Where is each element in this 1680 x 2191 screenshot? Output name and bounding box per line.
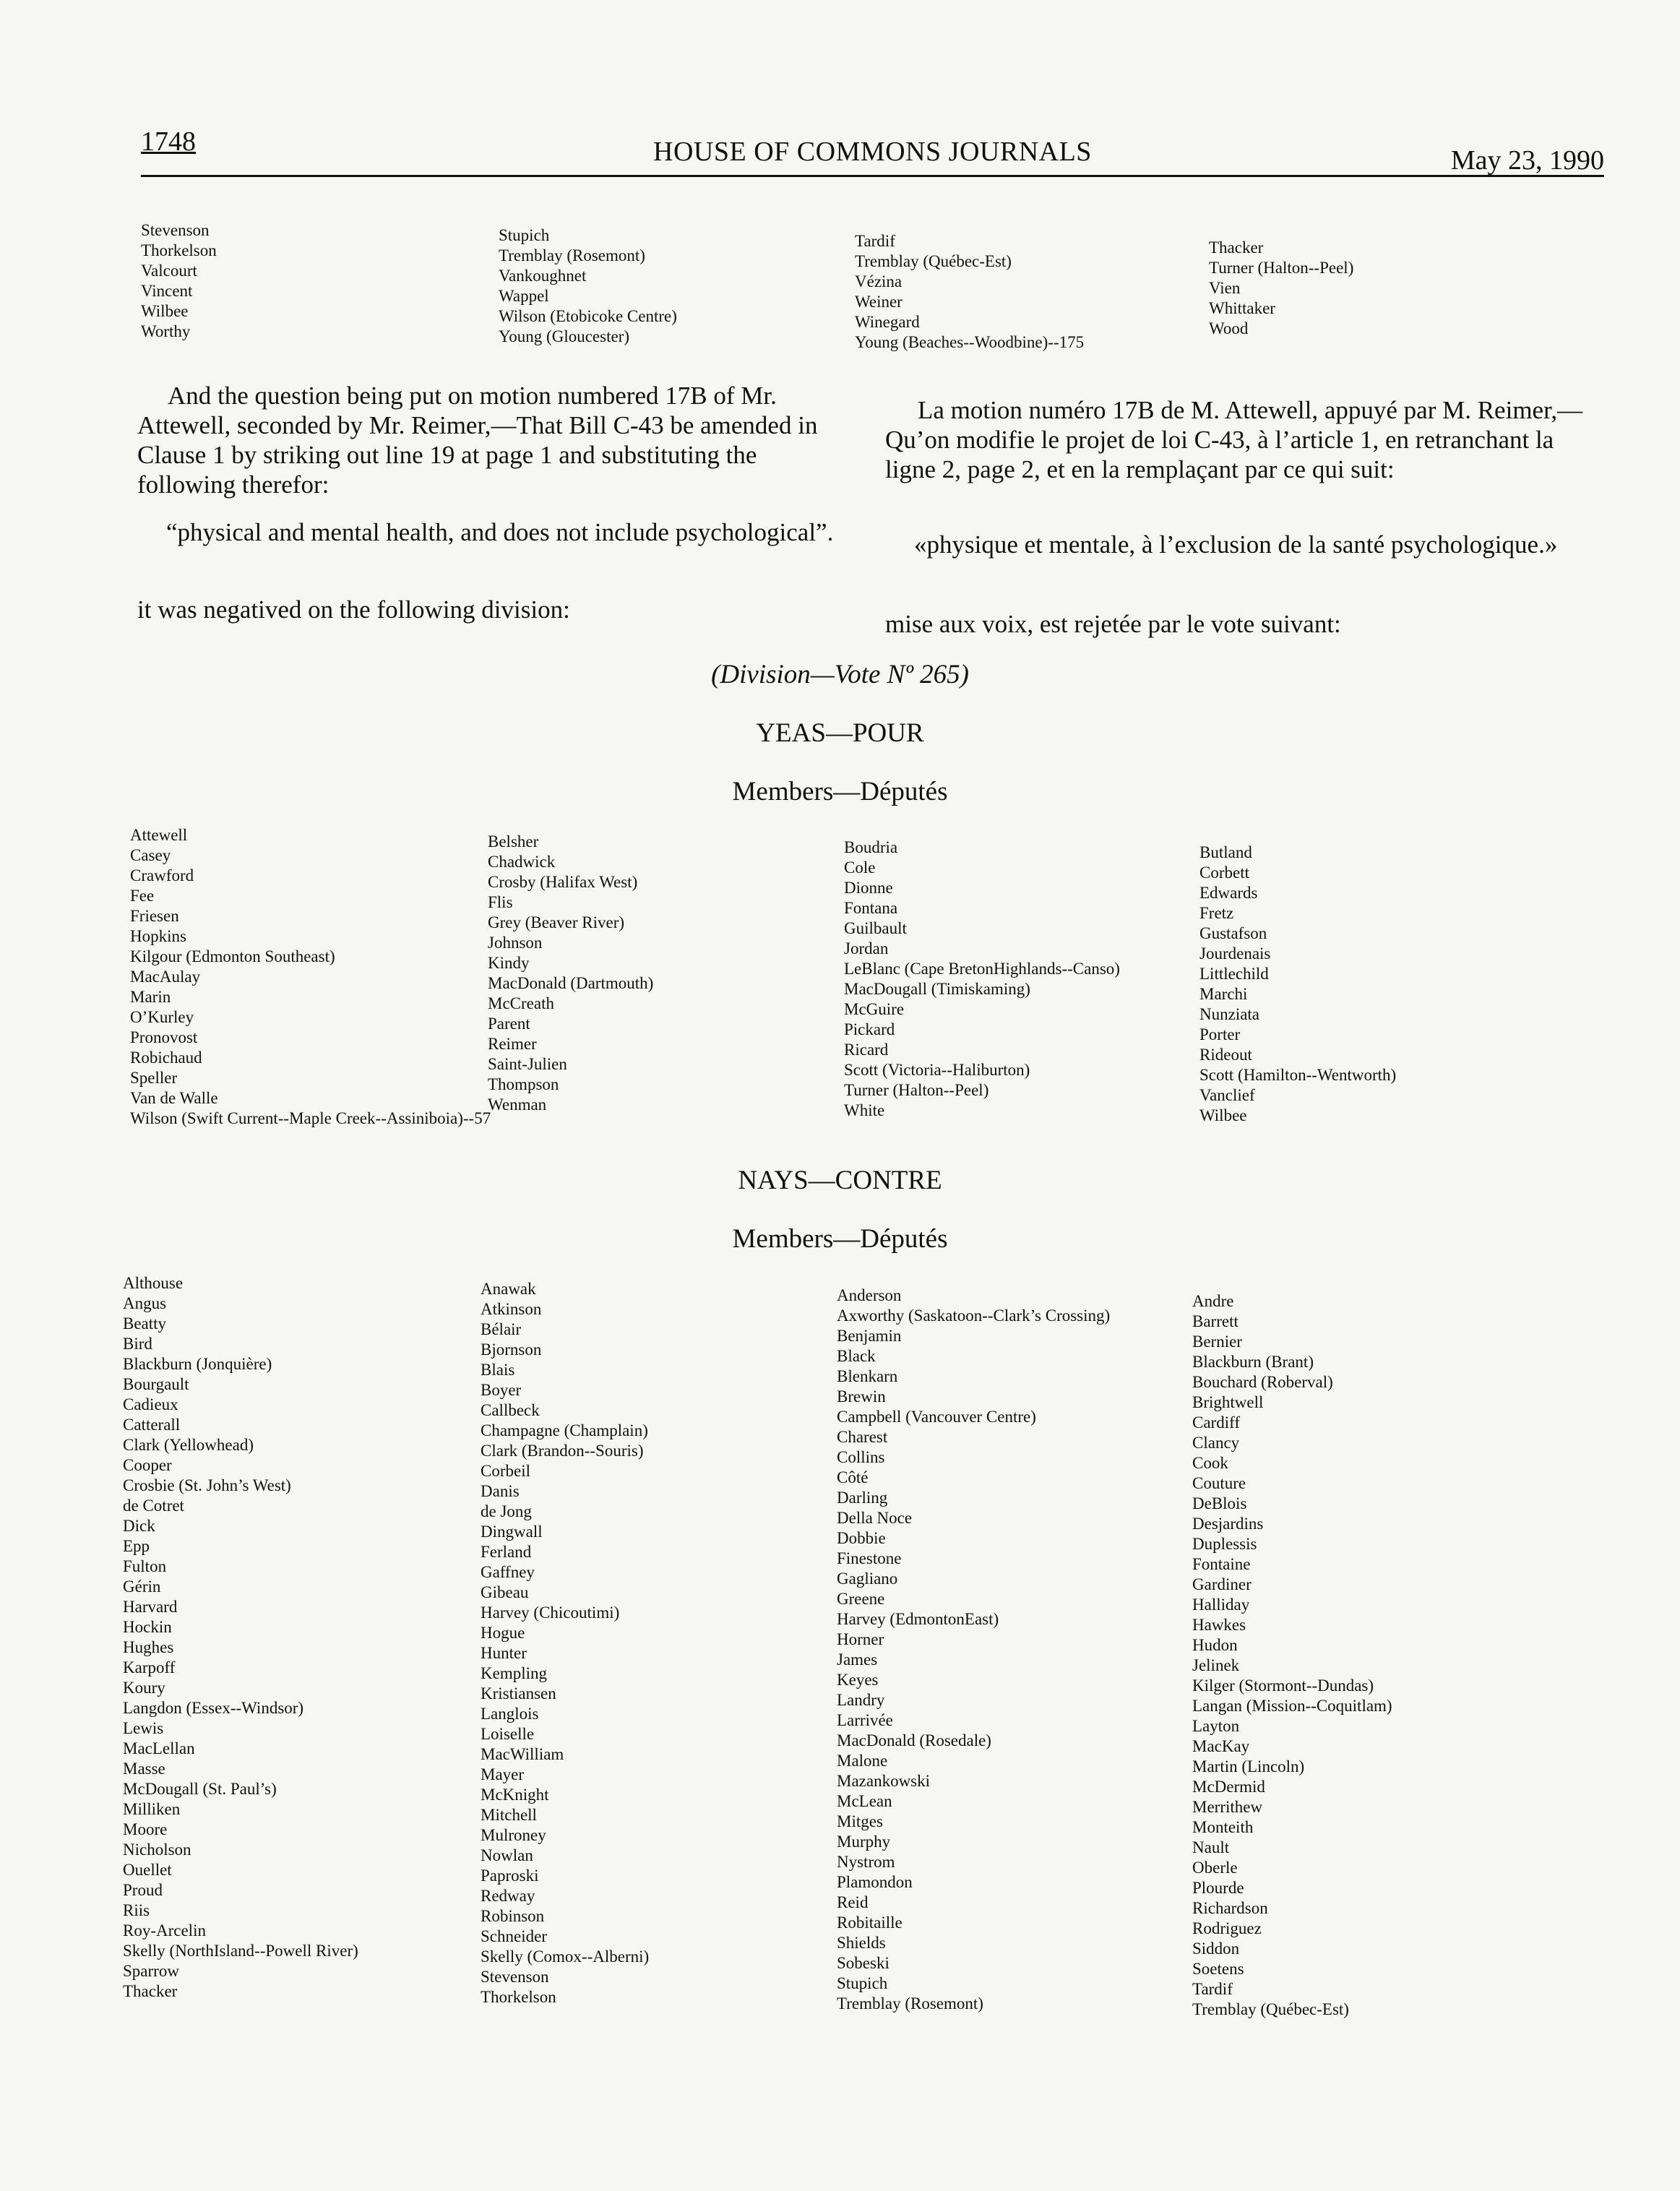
member-name: Wilson (Swift Current--Maple Creek--Assiniboia)--57 bbox=[130, 1109, 491, 1127]
member-name: Langlois bbox=[481, 1705, 539, 1723]
member-name: Catterall bbox=[123, 1416, 181, 1434]
member-name: Proud bbox=[123, 1881, 163, 1899]
member-name: Vézina bbox=[855, 272, 903, 290]
member-name: Blais bbox=[481, 1361, 515, 1379]
member-name: Fretz bbox=[1199, 904, 1234, 922]
quote-french: «physique et mentale, à l’exclusion de la santé psychologique.» bbox=[914, 530, 1558, 559]
member-name: Mulroney bbox=[481, 1826, 546, 1844]
top-names-col-2 bbox=[499, 225, 677, 347]
member-name: Bélair bbox=[481, 1320, 522, 1338]
member-name: Barrett bbox=[1192, 1312, 1239, 1330]
member-name: Mayer bbox=[481, 1765, 525, 1783]
member-name: Vincent bbox=[141, 282, 193, 300]
member-name: Crosby (Halifax West) bbox=[488, 873, 638, 891]
member-name: Hawkes bbox=[1192, 1616, 1246, 1634]
member-name: O’Kurley bbox=[130, 1008, 194, 1026]
member-name: Hudon bbox=[1192, 1636, 1238, 1654]
motion-english: And the question being put on motion numbered 17B of Mr. Attewell, seconded by Mr. Reimer,—That Bill C-43 be amended in Clause 1 by striking out line 19 at page 1 and substituting the following therefor: bbox=[137, 382, 818, 499]
member-name: Tremblay (Québec-Est) bbox=[1192, 2000, 1349, 2018]
member-name: Thorkelson bbox=[481, 1988, 556, 2006]
member-name: Merrithew bbox=[1192, 1798, 1263, 1816]
top-names-col-3 bbox=[855, 231, 1084, 353]
member-name: Clark (Brandon--Souris) bbox=[481, 1442, 644, 1460]
member-name: Marchi bbox=[1199, 985, 1248, 1003]
member-name: Blackburn (Jonquière) bbox=[123, 1355, 272, 1373]
member-name: Mazankowski bbox=[837, 1772, 931, 1790]
member-name: Hunter bbox=[481, 1644, 527, 1662]
member-name: Speller bbox=[130, 1069, 178, 1087]
member-name: MacDonald (Dartmouth) bbox=[488, 974, 654, 992]
nays-col-1 bbox=[123, 1273, 358, 2002]
member-name: Wenman bbox=[488, 1096, 547, 1114]
yeas-col-4 bbox=[1199, 843, 1396, 1126]
member-name: McDermid bbox=[1192, 1778, 1265, 1796]
member-name: Scott (Hamilton--Wentworth) bbox=[1199, 1066, 1397, 1084]
member-name: de Jong bbox=[481, 1502, 532, 1520]
member-name: Murphy bbox=[837, 1833, 891, 1851]
member-name: Darling bbox=[837, 1489, 888, 1507]
member-name: Langan (Mission--Coquitlam) bbox=[1192, 1697, 1392, 1715]
member-name: Grey (Beaver River) bbox=[488, 913, 625, 931]
member-name: Hogue bbox=[481, 1624, 525, 1642]
page-number: 1748 bbox=[141, 126, 196, 157]
member-name: DeBlois bbox=[1192, 1494, 1247, 1512]
member-name: MacDougall (Timiskaming) bbox=[844, 980, 1030, 998]
member-name: Corbett bbox=[1199, 864, 1249, 882]
member-name: Plourde bbox=[1192, 1879, 1244, 1897]
journal-title: HOUSE OF COMMONS JOURNALS bbox=[653, 137, 1092, 167]
member-name: Casey bbox=[130, 846, 171, 864]
member-name: Van de Walle bbox=[130, 1089, 218, 1107]
member-name: Wood bbox=[1209, 319, 1249, 337]
member-name: Dobbie bbox=[837, 1529, 886, 1547]
member-name: Wilson (Etobicoke Centre) bbox=[499, 307, 677, 325]
member-name: Thacker bbox=[123, 1982, 178, 2000]
member-name: Cadieux bbox=[123, 1395, 178, 1413]
member-name: Pronovost bbox=[130, 1028, 198, 1046]
member-name: Turner (Halton--Peel) bbox=[1209, 259, 1354, 277]
member-name: Crawford bbox=[130, 866, 194, 884]
member-name: Keyes bbox=[837, 1671, 879, 1689]
member-name: Johnson bbox=[488, 934, 543, 952]
member-name: McDougall (St. Paul’s) bbox=[123, 1780, 277, 1798]
member-name: Worthy bbox=[141, 322, 191, 340]
nays-subheading: Members—Députés bbox=[732, 1224, 948, 1254]
member-name: Charest bbox=[837, 1428, 888, 1446]
member-name: Tremblay (Rosemont) bbox=[837, 1994, 983, 2013]
member-name: Andre bbox=[1192, 1292, 1234, 1310]
member-name: Clark (Yellowhead) bbox=[123, 1436, 254, 1454]
result-french: mise aux voix, est rejetée par le vote suivant: bbox=[885, 610, 1341, 638]
member-name: Cole bbox=[844, 858, 876, 877]
member-name: Ferland bbox=[481, 1543, 532, 1561]
member-name: Robichaud bbox=[130, 1049, 202, 1067]
member-name: Hockin bbox=[123, 1618, 172, 1636]
member-name: White bbox=[844, 1101, 885, 1119]
member-name: Collins bbox=[837, 1448, 885, 1466]
member-name: Milliken bbox=[123, 1800, 181, 1818]
member-name: Thompson bbox=[488, 1075, 559, 1093]
member-name: Brewin bbox=[837, 1387, 886, 1406]
yeas-col-2 bbox=[488, 832, 653, 1115]
member-name: Monteith bbox=[1192, 1818, 1254, 1836]
journal-date: May 23, 1990 bbox=[1450, 145, 1604, 176]
quote-english: “physical and mental health, and does not include psychological”. bbox=[166, 518, 834, 546]
member-name: Gardiner bbox=[1192, 1575, 1252, 1593]
member-name: Callbeck bbox=[481, 1401, 540, 1419]
member-name: Malone bbox=[837, 1752, 888, 1770]
member-name: Della Noce bbox=[837, 1509, 913, 1527]
member-name: Ouellet bbox=[123, 1861, 172, 1879]
member-name: Skelly (NorthIsland--Powell River) bbox=[123, 1942, 358, 1960]
member-name: Angus bbox=[123, 1294, 167, 1312]
member-name: Stevenson bbox=[141, 221, 210, 239]
member-name: Tremblay (Rosemont) bbox=[499, 246, 645, 264]
member-name: Kempling bbox=[481, 1664, 547, 1682]
nays-heading: NAYS—CONTRE bbox=[738, 1166, 942, 1195]
member-name: Cook bbox=[1192, 1454, 1228, 1472]
member-name: Duplessis bbox=[1192, 1535, 1257, 1553]
member-name: Nicholson bbox=[123, 1841, 191, 1859]
member-name: Finestone bbox=[837, 1549, 902, 1567]
member-name: Dick bbox=[123, 1517, 155, 1535]
member-name: Richardson bbox=[1192, 1899, 1268, 1917]
member-name: Parent bbox=[488, 1015, 530, 1033]
member-name: Larrivée bbox=[837, 1711, 893, 1729]
member-name: MacDonald (Rosedale) bbox=[837, 1731, 991, 1749]
member-name: Nowlan bbox=[481, 1846, 533, 1864]
member-name: Brightwell bbox=[1192, 1393, 1264, 1411]
member-name: Langdon (Essex--Windsor) bbox=[123, 1699, 304, 1717]
member-name: Schneider bbox=[481, 1927, 547, 1945]
member-name: LeBlanc (Cape BretonHighlands--Canso) bbox=[844, 960, 1120, 978]
member-name: Harvey (EdmontonEast) bbox=[837, 1610, 999, 1628]
member-name: Pickard bbox=[844, 1020, 895, 1038]
member-name: Wilbee bbox=[141, 302, 189, 320]
member-name: Wilbee bbox=[1199, 1106, 1247, 1124]
member-name: James bbox=[837, 1650, 878, 1669]
member-name: Nault bbox=[1192, 1838, 1230, 1856]
member-name: Roy-Arcelin bbox=[123, 1921, 206, 1940]
member-name: Tardif bbox=[855, 232, 895, 250]
member-name: Couture bbox=[1192, 1474, 1246, 1492]
member-name: Horner bbox=[837, 1630, 884, 1648]
member-name: Sparrow bbox=[123, 1962, 179, 1980]
member-name: Riis bbox=[123, 1901, 150, 1919]
member-name: Scott (Victoria--Haliburton) bbox=[844, 1061, 1030, 1079]
member-name: Atkinson bbox=[481, 1300, 542, 1318]
member-name: Tremblay (Québec-Est) bbox=[855, 252, 1012, 270]
member-name: Turner (Halton--Peel) bbox=[844, 1081, 989, 1099]
member-name: Edwards bbox=[1199, 884, 1258, 902]
member-name: Gibeau bbox=[481, 1583, 529, 1601]
nays-col-2 bbox=[481, 1279, 649, 2007]
member-name: Beatty bbox=[123, 1314, 167, 1333]
member-name: MacKay bbox=[1192, 1737, 1250, 1755]
member-name: Bird bbox=[123, 1335, 152, 1353]
member-name: MacLellan bbox=[123, 1739, 195, 1757]
member-name: Thorkelson bbox=[141, 241, 217, 259]
member-name: Kilgour (Edmonton Southeast) bbox=[130, 947, 335, 965]
member-name: Althouse bbox=[123, 1274, 184, 1292]
member-name: Plamondon bbox=[837, 1873, 913, 1891]
member-name: Rideout bbox=[1199, 1046, 1252, 1064]
member-name: Fontaine bbox=[1192, 1555, 1251, 1573]
member-name: Cardiff bbox=[1192, 1413, 1241, 1432]
member-name: Reid bbox=[837, 1893, 869, 1911]
member-name: Greene bbox=[837, 1590, 885, 1608]
member-name: McLean bbox=[837, 1792, 892, 1810]
member-name: Harvey (Chicoutimi) bbox=[481, 1604, 620, 1622]
member-name: Campbell (Vancouver Centre) bbox=[837, 1408, 1036, 1426]
top-names-col-4 bbox=[1209, 238, 1353, 339]
member-name: Halliday bbox=[1192, 1596, 1250, 1614]
member-name: Stupich bbox=[499, 226, 550, 244]
member-name: Corbeil bbox=[481, 1462, 530, 1480]
member-name: Moore bbox=[123, 1820, 168, 1838]
member-name: Weiner bbox=[855, 293, 903, 311]
member-name: Sobeski bbox=[837, 1954, 889, 1972]
member-name: Clancy bbox=[1192, 1434, 1240, 1452]
member-name: Blenkarn bbox=[837, 1367, 898, 1385]
member-name: Rodriguez bbox=[1192, 1919, 1262, 1937]
member-name: Kristiansen bbox=[481, 1684, 556, 1703]
member-name: Landry bbox=[837, 1691, 885, 1709]
result-english: it was negatived on the following division: bbox=[137, 595, 570, 624]
member-name: Young (Gloucester) bbox=[499, 327, 630, 345]
member-name: Bernier bbox=[1192, 1333, 1242, 1351]
member-name: Saint-Julien bbox=[488, 1055, 567, 1073]
member-name: Guilbault bbox=[844, 919, 907, 937]
member-name: Thacker bbox=[1209, 238, 1264, 257]
member-name: Champagne (Champlain) bbox=[481, 1421, 648, 1439]
member-name: Crosbie (St. John’s West) bbox=[123, 1476, 291, 1494]
member-name: Harvard bbox=[123, 1598, 178, 1616]
member-name: Martin (Lincoln) bbox=[1192, 1757, 1305, 1775]
member-name: Loiselle bbox=[481, 1725, 535, 1743]
member-name: Bouchard (Roberval) bbox=[1192, 1373, 1333, 1391]
member-name: Nunziata bbox=[1199, 1005, 1260, 1023]
member-name: Soetens bbox=[1192, 1960, 1244, 1978]
member-name: Redway bbox=[481, 1887, 535, 1905]
member-name: Gagliano bbox=[837, 1570, 898, 1588]
member-name: Winegard bbox=[855, 313, 920, 331]
member-name: Hopkins bbox=[130, 927, 186, 945]
yeas-col-3 bbox=[844, 838, 1120, 1121]
member-name: Desjardins bbox=[1192, 1515, 1264, 1533]
member-name: MacWilliam bbox=[481, 1745, 564, 1763]
member-name: Siddon bbox=[1192, 1940, 1240, 1958]
member-name: Porter bbox=[1199, 1025, 1241, 1043]
member-name: Epp bbox=[123, 1537, 150, 1555]
member-name: Blackburn (Brant) bbox=[1192, 1353, 1314, 1371]
member-name: Young (Beaches--Woodbine)--175 bbox=[855, 333, 1085, 351]
member-name: Flis bbox=[488, 893, 513, 911]
yeas-heading: YEAS—POUR bbox=[756, 718, 924, 748]
member-name: Lewis bbox=[123, 1719, 164, 1737]
member-name: Chadwick bbox=[488, 853, 556, 871]
yeas-subheading: Members—Députés bbox=[732, 777, 948, 806]
member-name: Dingwall bbox=[481, 1523, 543, 1541]
member-name: Boudria bbox=[844, 838, 898, 856]
member-name: Oberle bbox=[1192, 1859, 1238, 1877]
member-name: Gérin bbox=[123, 1577, 161, 1596]
member-name: Mitchell bbox=[481, 1806, 537, 1824]
member-name: Dionne bbox=[844, 879, 893, 897]
nays-col-3 bbox=[837, 1286, 1110, 2014]
member-name: Whittaker bbox=[1209, 299, 1275, 317]
member-name: Stevenson bbox=[481, 1968, 549, 1986]
member-name: Karpoff bbox=[123, 1658, 176, 1676]
member-name: Butland bbox=[1199, 843, 1252, 861]
member-name: Ricard bbox=[844, 1041, 889, 1059]
member-name: Vanclief bbox=[1199, 1086, 1255, 1104]
member-name: Marin bbox=[130, 988, 171, 1006]
member-name: Jordan bbox=[844, 939, 889, 957]
member-name: Fontana bbox=[844, 899, 898, 917]
member-name: Reimer bbox=[488, 1035, 537, 1053]
member-name: Fee bbox=[130, 887, 155, 905]
member-name: Belsher bbox=[488, 832, 539, 851]
member-name: Hughes bbox=[123, 1638, 174, 1656]
member-name: Anawak bbox=[481, 1280, 536, 1298]
member-name: Jourdenais bbox=[1199, 944, 1271, 963]
member-name: Gaffney bbox=[481, 1563, 535, 1581]
member-name: de Cotret bbox=[123, 1497, 184, 1515]
member-name: Littlechild bbox=[1199, 965, 1269, 983]
member-name: Valcourt bbox=[141, 262, 197, 280]
member-name: Axworthy (Saskatoon--Clark’s Crossing) bbox=[837, 1307, 1111, 1325]
yeas-col-1 bbox=[130, 825, 491, 1129]
member-name: Vankoughnet bbox=[499, 267, 587, 285]
member-name: Anderson bbox=[837, 1286, 902, 1304]
member-name: MacAulay bbox=[130, 968, 201, 986]
member-name: Bjornson bbox=[481, 1340, 542, 1359]
division-number: (Division—Vote Nº 265) bbox=[711, 660, 969, 689]
member-name: Tardif bbox=[1192, 1980, 1233, 1998]
member-name: Benjamin bbox=[837, 1327, 902, 1345]
member-name: Robitaille bbox=[837, 1914, 903, 1932]
member-name: Boyer bbox=[481, 1381, 522, 1399]
member-name: Robinson bbox=[481, 1907, 545, 1925]
member-name: Nystrom bbox=[837, 1853, 895, 1871]
member-name: McCreath bbox=[488, 994, 554, 1012]
running-header bbox=[141, 123, 1604, 177]
member-name: Attewell bbox=[130, 826, 188, 844]
member-name: Kindy bbox=[488, 954, 530, 972]
member-name: McGuire bbox=[844, 1000, 905, 1018]
member-name: McKnight bbox=[481, 1786, 549, 1804]
member-name: Koury bbox=[123, 1679, 165, 1697]
member-name: Shields bbox=[837, 1934, 886, 1952]
member-name: Wappel bbox=[499, 287, 549, 305]
member-name: Masse bbox=[123, 1760, 165, 1778]
nays-col-4 bbox=[1192, 1291, 1392, 2020]
member-name: Friesen bbox=[130, 907, 179, 925]
member-name: Bourgault bbox=[123, 1375, 189, 1393]
member-name: Gustafson bbox=[1199, 924, 1267, 942]
member-name: Jelinek bbox=[1192, 1656, 1240, 1674]
member-name: Stupich bbox=[837, 1974, 888, 1992]
member-name: Paproski bbox=[481, 1867, 539, 1885]
motion-french: La motion numéro 17B de M. Attewell, appuyé par M. Reimer,—Qu’on modifie le projet de loi C-43, à l’article 1, en retranchant la ligne 2, page 2, et en la remplaçant par ce qui suit: bbox=[885, 396, 1583, 483]
member-name: Danis bbox=[481, 1482, 520, 1500]
top-names-col-1 bbox=[141, 220, 217, 342]
member-name: Cooper bbox=[123, 1456, 172, 1474]
member-name: Fulton bbox=[123, 1557, 167, 1575]
member-name: Skelly (Comox--Alberni) bbox=[481, 1947, 650, 1966]
member-name: Black bbox=[837, 1347, 876, 1365]
member-name: Layton bbox=[1192, 1717, 1240, 1735]
member-name: Côté bbox=[837, 1468, 869, 1486]
member-name: Kilger (Stormont--Dundas) bbox=[1192, 1676, 1374, 1695]
member-name: Vien bbox=[1209, 279, 1241, 297]
member-name: Mitges bbox=[837, 1812, 883, 1830]
